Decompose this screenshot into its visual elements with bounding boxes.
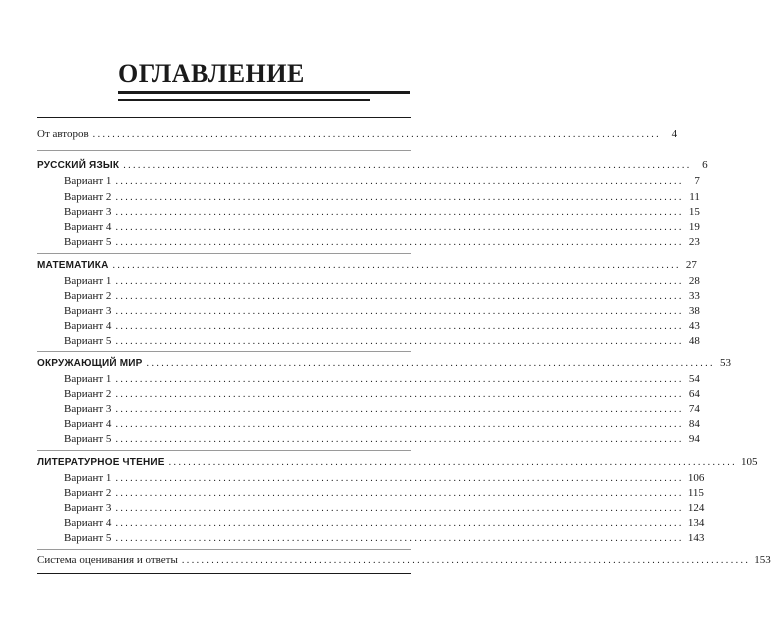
toc-subentry[interactable] — [64, 289, 700, 304]
toc-entry-page: 153 — [754, 554, 771, 566]
toc-subentry[interactable] — [64, 501, 705, 516]
toc-entry-page: 19 — [688, 221, 700, 233]
toc-subentry[interactable] — [64, 387, 700, 402]
toc-leader: .................................................................................................................... — [115, 237, 684, 248]
toc-leader: .................................................................................................................... — [115, 207, 684, 218]
toc-subentry[interactable] — [64, 274, 700, 289]
toc-entry-page: 115 — [687, 487, 704, 499]
toc-entry-page: 23 — [688, 236, 700, 248]
toc-section-label: РУССКИЙ ЯЗЫК — [37, 160, 120, 171]
toc-entry-page: 84 — [688, 418, 700, 430]
toc-subentry[interactable] — [64, 220, 700, 235]
toc-entry-authors[interactable] — [37, 127, 678, 142]
section-divider — [37, 253, 411, 254]
toc-section-math[interactable] — [37, 258, 697, 273]
toc-entry-page: 11 — [689, 191, 700, 203]
toc-leader: .................................................................................................................... — [115, 192, 684, 203]
toc-leader: .................................................................................................................... — [115, 533, 684, 544]
toc-entry-label: Вариант 2 — [64, 290, 112, 302]
toc-bottom-rule — [37, 573, 411, 574]
toc-subentry[interactable] — [64, 486, 704, 501]
title-underline-thin — [118, 99, 370, 101]
section-divider — [37, 549, 411, 550]
toc-entry-page: 134 — [687, 517, 705, 529]
toc-leader: .................................................................................................................... — [112, 260, 681, 271]
toc-leader: .................................................................................................................... — [115, 488, 684, 499]
toc-entry-label: Вариант 2 — [64, 191, 112, 203]
toc-entry-label: Вариант 5 — [64, 433, 112, 445]
toc-leader: .................................................................................................................... — [115, 419, 684, 430]
toc-leader: .................................................................................................................... — [115, 503, 684, 514]
toc-entry-page: 6 — [702, 159, 708, 171]
toc-entry-page: 106 — [687, 472, 705, 484]
toc-entry-page: 64 — [688, 388, 700, 400]
toc-entry-page: 38 — [688, 305, 700, 317]
toc-leader: .................................................................................................................... — [115, 276, 684, 287]
toc-entry-label: Вариант 5 — [64, 335, 112, 347]
toc-subentry[interactable] — [64, 235, 700, 250]
toc-entry-label: От авторов — [37, 128, 89, 140]
toc-entry-page: 43 — [688, 320, 700, 332]
toc-entry-label: Вариант 4 — [64, 517, 112, 529]
toc-leader: .................................................................................................................... — [115, 434, 684, 445]
toc-entry-label: Вариант 2 — [64, 487, 112, 499]
toc-entry-label: Вариант 1 — [64, 275, 112, 287]
toc-subentry[interactable] — [64, 516, 705, 531]
toc-entry-page: 124 — [687, 502, 705, 514]
title-underline-thick — [118, 91, 410, 94]
toc-leader: .................................................................................................................... — [115, 389, 684, 400]
toc-entry-page: 33 — [688, 290, 700, 302]
section-divider — [37, 351, 411, 352]
toc-entry-label: Вариант 3 — [64, 502, 112, 514]
toc-subentry[interactable] — [64, 205, 700, 220]
toc-entry-page: 94 — [688, 433, 700, 445]
toc-leader: .................................................................................................................... — [115, 321, 684, 332]
toc-leader: .................................................................................................................... — [115, 404, 684, 415]
toc-section-label: ЛИТЕРАТУРНОЕ ЧТЕНИЕ — [37, 457, 165, 468]
toc-entry-label: Вариант 3 — [64, 206, 112, 218]
toc-subentry[interactable] — [64, 334, 700, 349]
toc-leader: .................................................................................................................... — [115, 176, 684, 187]
toc-entry-page: 105 — [741, 456, 758, 468]
toc-subentry[interactable] — [64, 304, 700, 319]
toc-section-label: МАТЕМАТИКА — [37, 260, 109, 271]
toc-section-russian[interactable] — [37, 158, 708, 173]
toc-entry-label: Вариант 1 — [64, 175, 112, 187]
toc-leader: .................................................................................................................... — [115, 291, 684, 302]
toc-section-label: ОКРУЖАЮЩИЙ МИР — [37, 358, 143, 369]
toc-subentry[interactable] — [64, 319, 700, 334]
toc-entry-page: 7 — [694, 175, 700, 187]
toc-leader: .................................................................................................................... — [146, 358, 715, 369]
toc-entry-label: Система оценивания и ответы — [37, 554, 178, 566]
toc-entry-label: Вариант 4 — [64, 221, 112, 233]
toc-entry-label: Вариант 1 — [64, 472, 112, 484]
toc-entry-page: 74 — [688, 403, 700, 415]
toc-entry-label: Вариант 4 — [64, 320, 112, 332]
toc-entry-label: Вариант 5 — [64, 236, 112, 248]
toc-entry-page: 53 — [719, 357, 731, 369]
toc-entry-label: Вариант 4 — [64, 418, 112, 430]
toc-subentry[interactable] — [64, 372, 700, 387]
page-title: ОГЛАВЛЕНИЕ — [118, 59, 305, 88]
toc-leader: .................................................................................................................... — [115, 222, 684, 233]
toc-leader: .................................................................................................................... — [115, 374, 684, 385]
toc-subentry[interactable] — [64, 531, 705, 546]
toc-entry-label: Вариант 3 — [64, 403, 112, 415]
toc-subentry[interactable] — [64, 402, 700, 417]
toc-subentry[interactable] — [64, 417, 700, 432]
toc-entry-page: 48 — [688, 335, 700, 347]
toc-section-literature[interactable] — [37, 455, 758, 470]
toc-entry-label: Вариант 5 — [64, 532, 112, 544]
toc-entry-page: 27 — [685, 259, 697, 271]
toc-entry-page: 15 — [688, 206, 700, 218]
toc-subentry[interactable] — [64, 174, 700, 189]
toc-entry-page: 4 — [671, 128, 678, 140]
toc-leader: .................................................................................................................... — [123, 160, 692, 171]
toc-entry-label: Вариант 3 — [64, 305, 112, 317]
toc-top-rule — [37, 117, 411, 118]
toc-leader: .................................................................................................................... — [115, 518, 684, 529]
toc-entry-answers[interactable] — [37, 553, 771, 568]
toc-leader: .................................................................................................................... — [115, 306, 684, 317]
toc-entry-label: Вариант 2 — [64, 388, 112, 400]
toc-leader: .................................................................................................................... — [168, 457, 738, 468]
toc-leader: .................................................................................................................... — [115, 473, 684, 484]
toc-leader: .................................................................................................................... — [115, 336, 684, 347]
toc-leader: .................................................................................................................... — [92, 129, 662, 140]
section-divider — [37, 150, 411, 151]
toc-subentry[interactable] — [64, 432, 700, 447]
toc-subentry[interactable] — [64, 190, 700, 205]
toc-entry-page: 54 — [688, 373, 700, 385]
toc-subentry[interactable] — [64, 471, 705, 486]
toc-entry-label: Вариант 1 — [64, 373, 112, 385]
toc-section-world[interactable] — [37, 356, 731, 371]
toc-entry-page: 143 — [687, 532, 705, 544]
toc-leader: .................................................................................................................... — [181, 555, 751, 566]
toc-entry-page: 28 — [688, 275, 700, 287]
section-divider — [37, 450, 411, 451]
